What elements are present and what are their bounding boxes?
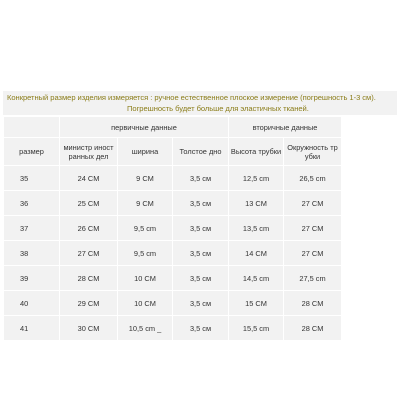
table-row — [4, 216, 342, 241]
length-cell: 28 CM — [60, 266, 118, 291]
circumference-column-header: Окружность тр убки — [284, 138, 342, 166]
width-cell: 10 CM — [118, 291, 173, 316]
circumference-cell: 27,5 cm — [284, 266, 342, 291]
empty-header-cell — [4, 117, 60, 138]
circumference-cell: 27 CM — [284, 191, 342, 216]
width-cell: 10,5 cm _ — [118, 316, 173, 341]
circumference-cell: 27 CM — [284, 216, 342, 241]
size-column-header: размер — [4, 138, 60, 166]
length-cell: 29 CM — [60, 291, 118, 316]
sole-cell: 3,5 см — [173, 216, 229, 241]
tube-height-cell: 12,5 cm — [229, 166, 284, 191]
size-cell: 35 — [4, 166, 60, 191]
size-table — [3, 116, 342, 341]
table-row — [4, 266, 342, 291]
circumference-cell: 27 CM — [284, 241, 342, 266]
sole-cell: 3,5 см — [173, 241, 229, 266]
measurement-note-line-2: Погрешность будет больше для эластичных тканей. — [127, 104, 309, 113]
sole-cell: 3,5 см — [173, 166, 229, 191]
sole-cell: 3,5 см — [173, 316, 229, 341]
size-cell: 37 — [4, 216, 60, 241]
width-column-header: ширина — [118, 138, 173, 166]
size-cell: 36 — [4, 191, 60, 216]
table-row — [4, 166, 342, 191]
width-cell: 9,5 cm — [118, 216, 173, 241]
size-cell: 40 — [4, 291, 60, 316]
tube-height-cell: 15 CM — [229, 291, 284, 316]
width-cell: 9 CM — [118, 166, 173, 191]
circumference-cell: 28 CM — [284, 291, 342, 316]
size-cell: 38 — [4, 241, 60, 266]
tube-height-cell: 15,5 cm — [229, 316, 284, 341]
circumference-cell: 28 CM — [284, 316, 342, 341]
tube-height-cell: 13 CM — [229, 191, 284, 216]
sole-column-header: Толстое дно — [173, 138, 229, 166]
length-column-header: министр иност ранных дел — [60, 138, 118, 166]
size-cell: 41 — [4, 316, 60, 341]
length-cell: 30 CM — [60, 316, 118, 341]
table-row — [4, 241, 342, 266]
table-row — [4, 291, 342, 316]
column-header-row — [4, 138, 342, 166]
sole-cell: 3,5 см — [173, 291, 229, 316]
length-cell: 26 CM — [60, 216, 118, 241]
secondary-data-header: вторичные данные — [229, 117, 342, 138]
measurement-note-line-1: Конкретный размер изделия измеряется : ручное естественное плоское измерение (погрешность 1-3 см). — [7, 93, 376, 102]
length-cell: 25 CM — [60, 191, 118, 216]
width-cell: 9,5 cm — [118, 241, 173, 266]
tube-height-cell: 14,5 cm — [229, 266, 284, 291]
tube-height-column-header: Высота трубки — [229, 138, 284, 166]
table-row — [4, 191, 342, 216]
width-cell: 9 CM — [118, 191, 173, 216]
width-cell: 10 CM — [118, 266, 173, 291]
circumference-cell: 26,5 cm — [284, 166, 342, 191]
tube-height-cell: 14 CM — [229, 241, 284, 266]
tube-height-cell: 13,5 cm — [229, 216, 284, 241]
table-row — [4, 316, 342, 341]
measurement-note — [3, 91, 397, 115]
length-cell: 27 CM — [60, 241, 118, 266]
size-cell: 39 — [4, 266, 60, 291]
length-cell: 24 CM — [60, 166, 118, 191]
primary-data-header: первичные данные — [60, 117, 229, 138]
sole-cell: 3,5 см — [173, 191, 229, 216]
sole-cell: 3,5 см — [173, 266, 229, 291]
group-header-row — [4, 117, 342, 138]
